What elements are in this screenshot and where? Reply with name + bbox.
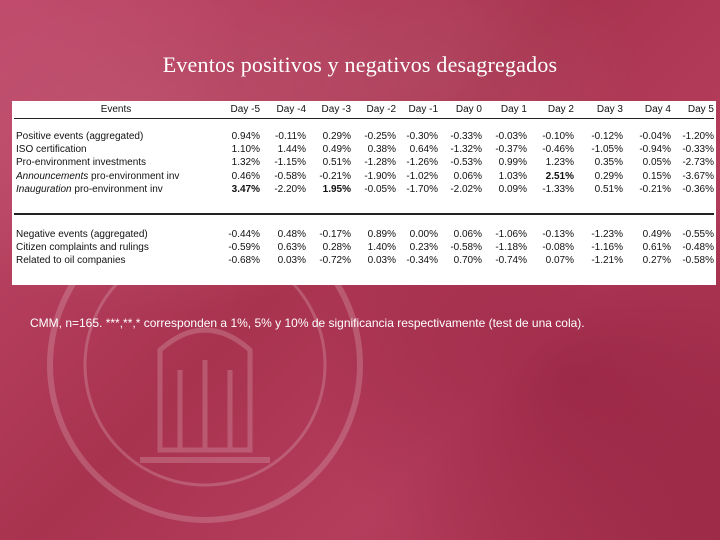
table-cell: -1.20% — [682, 131, 714, 142]
table-cell: -0.12% — [591, 131, 623, 142]
table-row — [12, 183, 716, 196]
table-cell: 0.51% — [322, 157, 351, 169]
table-cell: -0.58% — [450, 242, 482, 254]
table-cell: -0.48% — [682, 242, 714, 254]
table-cell: 0.70% — [453, 255, 482, 267]
table-cell: -0.74% — [495, 255, 527, 267]
row-label-rest: pro-environment inv — [71, 183, 163, 195]
table-cell: 0.38% — [367, 144, 396, 156]
significance-note: CMM, n=165. ***,**,* corresponden a 1%, 5% y 10% de significancia respectivamente (test de una cola). — [30, 316, 585, 330]
day-column-header: Day -4 — [276, 104, 306, 115]
table-cell: -0.36% — [682, 183, 714, 195]
table-cell: -0.59% — [228, 242, 260, 254]
table-cell: -0.33% — [450, 131, 482, 142]
table-row — [12, 143, 716, 156]
group-divider — [14, 213, 714, 215]
table-cell: 0.94% — [231, 131, 260, 142]
table-cell: -0.72% — [319, 255, 351, 267]
table-cell: -2.02% — [450, 183, 482, 195]
table-cell: 0.15% — [642, 170, 671, 182]
table-cell: -1.02% — [406, 170, 438, 182]
table-cell: 0.23% — [409, 242, 438, 254]
row-label-emphasis: Inauguration — [16, 183, 72, 195]
slide-title: Eventos positivos y negativos desagregados — [162, 52, 558, 77]
table-cell: 1.32% — [231, 157, 260, 169]
table-cell: -2.20% — [274, 183, 306, 195]
table-cell: 0.48% — [277, 229, 306, 240]
table-cell: 1.40% — [367, 242, 396, 254]
event-table — [12, 101, 716, 285]
table-cell: 3.47% — [231, 183, 260, 195]
table-cell: 0.00% — [409, 229, 438, 240]
table-cell: -0.17% — [319, 229, 351, 240]
row-label: Negative events (aggregated) — [16, 229, 148, 240]
table-cell: 0.35% — [594, 157, 623, 169]
table-cell: 0.29% — [594, 170, 623, 182]
table-cell: 1.03% — [498, 170, 527, 182]
table-cell: 0.29% — [322, 131, 351, 142]
table-cell: 0.89% — [367, 229, 396, 240]
table-cell: -0.10% — [542, 131, 574, 142]
table-cell: 0.06% — [453, 229, 482, 240]
table-cell: 0.99% — [498, 157, 527, 169]
table-cell: -3.67% — [682, 170, 714, 182]
table-cell: -1.18% — [495, 242, 527, 254]
day-column-header: Day 0 — [455, 104, 482, 115]
table-cell: -0.04% — [639, 131, 671, 142]
table-header-row — [12, 103, 716, 116]
table-cell: 0.27% — [642, 255, 671, 267]
table-cell: -1.21% — [591, 255, 623, 267]
table-cell: -2.73% — [682, 157, 714, 169]
table-cell: -0.13% — [542, 229, 574, 240]
row-label: ISO certification — [16, 144, 87, 156]
row-label-rest: pro-environment inv — [88, 170, 180, 182]
row-label: Citizen complaints and rulings — [16, 242, 149, 254]
day-column-header: Day -5 — [230, 104, 260, 115]
table-cell: -0.34% — [406, 255, 438, 267]
table-cell: 1.44% — [277, 144, 306, 156]
table-cell: -1.90% — [364, 170, 396, 182]
table-cell: 0.51% — [594, 183, 623, 195]
day-column-header: Day -1 — [408, 104, 438, 115]
table-cell: -0.08% — [542, 242, 574, 254]
table-cell: -1.32% — [450, 144, 482, 156]
table-cell: -1.28% — [364, 157, 396, 169]
row-label — [16, 170, 224, 183]
table-cell: 0.03% — [277, 255, 306, 267]
row-label: Related to oil companies — [16, 255, 126, 267]
table-cell: -0.33% — [682, 144, 714, 156]
table-cell: -0.44% — [228, 229, 260, 240]
table-row — [12, 228, 716, 241]
table-cell: 0.49% — [322, 144, 351, 156]
table-cell: -0.11% — [275, 131, 306, 142]
table-cell: 0.07% — [545, 255, 574, 267]
table-cell: -0.25% — [364, 131, 396, 142]
table-cell: -0.03% — [495, 131, 527, 142]
day-column-header: Day 2 — [547, 104, 574, 115]
table-cell: 0.09% — [498, 183, 527, 195]
day-column-header: Day 5 — [687, 104, 714, 115]
table-row — [12, 156, 716, 169]
table-cell: 2.51% — [545, 170, 574, 182]
row-label: Pro-environment investments — [16, 157, 147, 169]
header-divider — [14, 118, 714, 119]
table-cell: -1.26% — [406, 157, 438, 169]
table-cell: 0.06% — [453, 170, 482, 182]
table-cell: -1.05% — [591, 144, 623, 156]
table-cell: 0.63% — [277, 242, 306, 254]
table-cell: 1.23% — [545, 157, 574, 169]
table-cell: -1.33% — [542, 183, 574, 195]
day-column-header: Day -2 — [366, 104, 396, 115]
events-column-header: Events — [100, 104, 132, 115]
table-cell: -0.58% — [274, 170, 306, 182]
table-cell: -0.46% — [542, 144, 574, 156]
table-cell: 0.64% — [409, 144, 438, 156]
table-cell: -0.58% — [682, 255, 714, 267]
table-cell: 0.28% — [322, 242, 351, 254]
day-column-header: Day 3 — [596, 104, 623, 115]
row-label: Positive events (aggregated) — [16, 131, 144, 142]
table-cell: -0.05% — [364, 183, 396, 195]
day-column-header: Day 4 — [644, 104, 671, 115]
table-cell: -1.06% — [495, 229, 527, 240]
table-cell: -1.15% — [274, 157, 306, 169]
table-cell: -1.23% — [591, 229, 623, 240]
table-cell: -0.21% — [639, 183, 671, 195]
table-row — [12, 170, 716, 183]
day-column-header: Day 1 — [500, 104, 527, 115]
table-cell: 1.95% — [322, 183, 351, 195]
table-cell: -0.55% — [682, 229, 714, 240]
row-label — [16, 183, 224, 196]
table-cell: -1.16% — [591, 242, 623, 254]
table-row — [12, 130, 716, 143]
table-cell: -0.21% — [319, 170, 351, 182]
table-cell: -0.37% — [495, 144, 527, 156]
table-row — [12, 254, 716, 267]
table-cell: 0.03% — [367, 255, 396, 267]
day-column-header: Day -3 — [321, 104, 351, 115]
table-row — [12, 241, 716, 254]
row-label-emphasis: Announcements — [16, 170, 89, 182]
table-cell: -0.30% — [406, 131, 438, 142]
table-cell: -0.68% — [228, 255, 260, 267]
table-cell: 0.61% — [642, 242, 671, 254]
table-cell: -0.94% — [639, 144, 671, 156]
table-cell: 0.46% — [231, 170, 260, 182]
table-cell: -0.53% — [450, 157, 482, 169]
table-cell: 0.49% — [642, 229, 671, 240]
table-cell: 1.10% — [231, 144, 260, 156]
table-cell: 0.05% — [642, 157, 671, 169]
table-cell: -1.70% — [406, 183, 438, 195]
